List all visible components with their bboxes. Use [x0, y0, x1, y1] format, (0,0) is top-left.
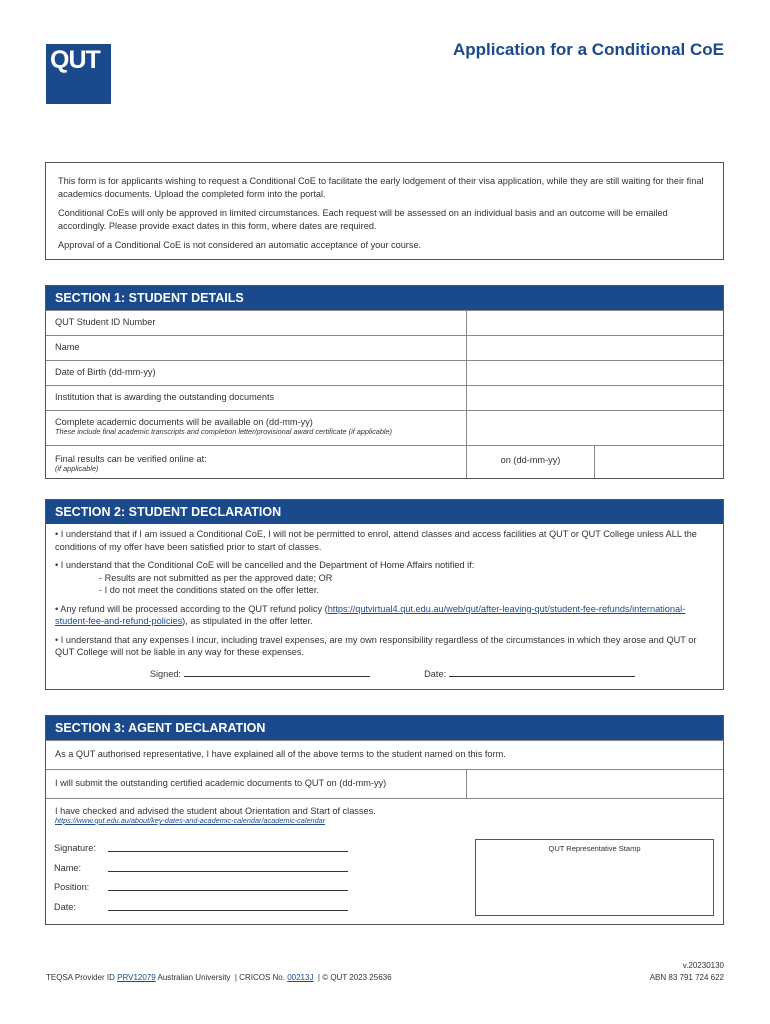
name-input[interactable]: [467, 336, 723, 360]
submit-date-input[interactable]: [467, 770, 723, 798]
declaration-item-text: • I understand that the Conditional CoE will be cancelled and the Department of Home Affairs notified if:: [55, 560, 475, 570]
teqsa-suffix: Australian University: [157, 973, 231, 982]
verify-note: (if applicable): [55, 464, 99, 473]
field-label: Name: [46, 336, 467, 360]
signed-label: Signed:: [149, 668, 181, 679]
form-row: [46, 310, 723, 335]
form-row: [46, 769, 723, 798]
field-label: Institution that is awarding the outstanding documents: [46, 386, 467, 410]
intro-box: [45, 162, 724, 260]
position-label: Position:: [54, 882, 90, 892]
section-title: SECTION 3: AGENT DECLARATION: [46, 716, 723, 740]
declaration-list: [46, 524, 723, 680]
copyright: | © QUT 2023 25636: [317, 973, 392, 982]
cricos-link[interactable]: 00213J: [287, 973, 314, 982]
position-line[interactable]: [108, 890, 348, 891]
form-row: [46, 445, 723, 478]
declaration-item: • I understand that any expenses I incur, including travel expenses, are my own responsibility regardless of the circumstances in which they arose and QUT or QUT College will not be liable in any way for these expenses.: [55, 634, 697, 657]
verify-label: Final results can be verified online at:: [55, 454, 207, 464]
signature-line[interactable]: [108, 851, 348, 852]
academic-calendar-link[interactable]: https://www.qut.edu.au/about/key-dates-and-academic-calendar/academic-calendar: [55, 816, 326, 825]
institution-input[interactable]: [467, 386, 723, 410]
agent-statement: As a QUT authorised representative, I have explained all of the above terms to the student named on this form.: [55, 749, 506, 759]
date-label: Date:: [424, 668, 447, 679]
page-title: Application for a Conditional CoE: [452, 40, 724, 59]
complete-docs-label: Complete academic documents will be available on (dd-mm-yy): [55, 417, 313, 427]
form-row: [46, 335, 723, 360]
version-number: v.20230130: [682, 961, 724, 970]
form-row: [46, 385, 723, 410]
cricos-label: | CRICOS No.: [234, 973, 285, 982]
complete-docs-note: These include final academic transcripts and completion letter/provisional award certificate (if applicable): [55, 427, 393, 436]
verify-on-label: on (dd-mm-yy): [467, 446, 595, 478]
name-label: Name:: [54, 863, 82, 873]
section-student-details: [45, 285, 724, 479]
field-label: [46, 411, 467, 445]
refund-text: • Any refund will be processed according to the QUT refund policy (: [55, 603, 328, 614]
signature-row: [55, 667, 711, 681]
abn: ABN 83 791 724 622: [649, 973, 724, 982]
date-line[interactable]: [449, 667, 635, 677]
dob-input[interactable]: [467, 361, 723, 385]
declaration-item: [55, 559, 711, 597]
declaration-subitem: - I do not meet the conditions stated on the offer letter.: [99, 585, 319, 595]
declaration-item: • I understand that if I am issued a Conditional CoE, I will not be permitted to enrol, attend classes and access facilities at QUT or QUT College unless ALL the conditions of my offer have been satisfied prior to start of classes.: [55, 529, 697, 552]
refund-policy-link[interactable]: https://qutvirtual4.qut.edu.au/web/qut/after-leaving-qut/student-fee-refunds/international-student-fee-and-refund-policies: [55, 603, 686, 626]
intro-paragraph: This form is for applicants wishing to request a Conditional CoE to facilitate the early lodgement of their visa application, while they are still waiting for their final academics documents. Upload the completed form into the portal.: [58, 176, 704, 199]
teqsa-link[interactable]: PRV12079: [117, 973, 156, 982]
field-label: I will submit the outstanding certified academic documents to QUT on (dd-mm-yy): [46, 770, 467, 798]
date-line[interactable]: [108, 910, 348, 911]
intro-paragraph: Conditional CoEs will only be approved in limited circumstances. Each request will be assessed on an individual basis and an outcome will be emailed accordingly. Please provide exact dates in this form, where dates are required.: [58, 208, 668, 231]
signed-line[interactable]: [184, 667, 370, 677]
declaration-item: [55, 603, 711, 628]
section-title: SECTION 1: STUDENT DETAILS: [46, 286, 723, 310]
form-row: [46, 740, 723, 769]
date-label: Date:: [54, 902, 76, 912]
form-row: [46, 410, 723, 445]
section-title: SECTION 2: STUDENT DECLARATION: [46, 500, 723, 524]
teqsa-label: TEQSA Provider ID: [46, 973, 115, 982]
intro-paragraph: Approval of a Conditional CoE is not considered an automatic acceptance of your course.: [58, 240, 422, 250]
verify-date-input[interactable]: [595, 446, 723, 478]
footer-info: [46, 973, 392, 982]
student-id-input[interactable]: [467, 311, 723, 335]
name-line[interactable]: [108, 871, 348, 872]
form-row: [46, 360, 723, 385]
stamp-label: QUT Representative Stamp: [548, 844, 641, 853]
declaration-subitem: - Results are not submitted as per the approved date; OR: [99, 572, 333, 583]
field-label: Date of Birth (dd-mm-yy): [46, 361, 467, 385]
refund-text-end: ), as stipulated in the offer letter.: [182, 616, 313, 626]
section-student-declaration: [45, 499, 724, 690]
stamp-box[interactable]: [475, 839, 714, 916]
complete-docs-date-input[interactable]: [467, 411, 723, 445]
signature-label: Signature:: [54, 843, 96, 853]
field-label: [46, 446, 467, 478]
field-label: QUT Student ID Number: [46, 311, 467, 335]
qut-logo: QUT: [46, 44, 111, 104]
orientation-text: I have checked and advised the student about Orientation and Start of classes.: [55, 806, 376, 816]
